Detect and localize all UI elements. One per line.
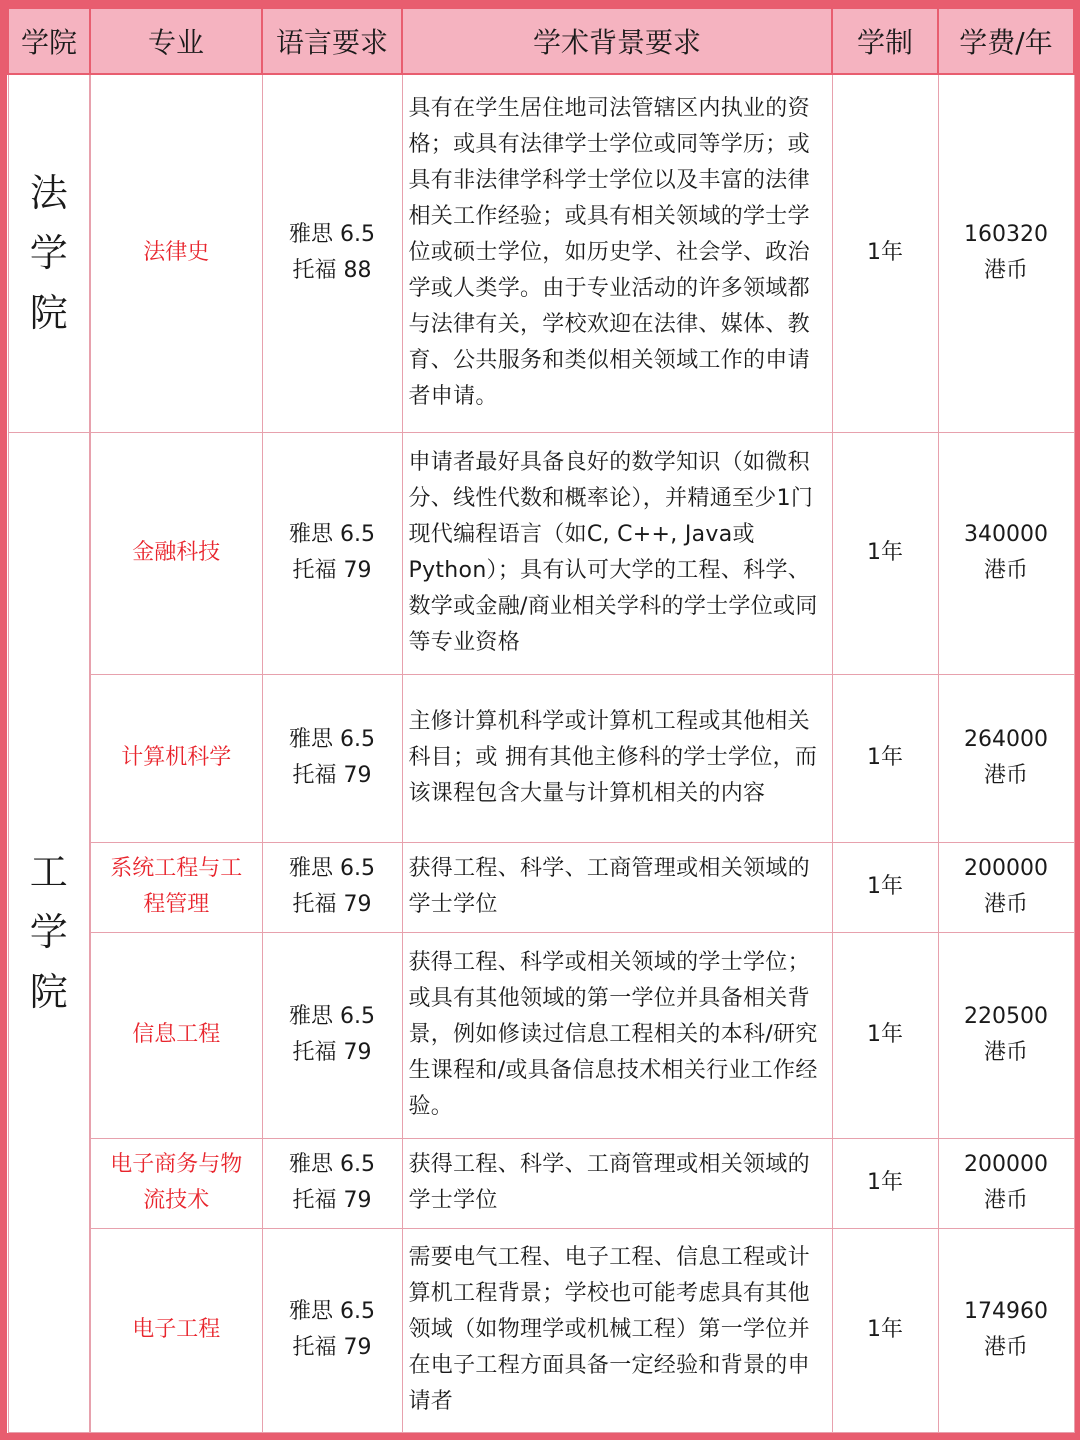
header-language: 语言要求	[262, 8, 402, 74]
language-cell	[262, 74, 402, 432]
ielts-requirement: 雅思 6.5	[289, 727, 375, 752]
header-major: 专业	[90, 8, 262, 74]
table-row	[8, 674, 1074, 842]
fee-amount: 200000	[964, 1152, 1048, 1177]
ielts-requirement: 雅思 6.5	[289, 856, 375, 881]
language-cell	[262, 1228, 402, 1433]
ielts-requirement: 雅思 6.5	[289, 1152, 375, 1177]
table-row	[8, 932, 1074, 1138]
background-cell: 主修计算机科学或计算机工程或其他相关科目；或 拥有其他主修科的学士学位，而该课程包含大量与计算机相关的内容	[402, 674, 832, 842]
school-name: 工学院	[29, 850, 68, 1015]
fee-cell	[938, 1228, 1074, 1433]
fee-cell	[938, 74, 1074, 432]
fee-cell	[938, 932, 1074, 1138]
major-cell: 金融科技	[90, 432, 262, 674]
header-background: 学术背景要求	[402, 8, 832, 74]
school-cell	[8, 74, 90, 432]
fee-currency: 港币	[983, 258, 1028, 284]
fee-cell	[938, 1138, 1074, 1228]
ielts-requirement: 雅思 6.5	[289, 522, 375, 547]
major-cell: 信息工程	[90, 932, 262, 1138]
fee-currency: 港币	[983, 558, 1028, 583]
language-cell	[262, 1138, 402, 1228]
toefl-requirement: 托福 88	[292, 258, 372, 284]
duration-cell: 1年	[832, 674, 938, 842]
language-cell	[262, 842, 402, 932]
table-row	[8, 432, 1074, 674]
language-cell	[262, 674, 402, 842]
fee-currency: 港币	[983, 1188, 1028, 1213]
fee-amount: 200000	[964, 856, 1048, 881]
duration-cell: 1年	[832, 74, 938, 432]
program-table	[7, 7, 1075, 1433]
toefl-requirement: 托福 79	[292, 763, 372, 788]
fee-amount: 160320	[964, 222, 1048, 248]
duration-cell: 1年	[832, 432, 938, 674]
fee-cell	[938, 674, 1074, 842]
table-row	[8, 1138, 1074, 1228]
table-row	[8, 74, 1074, 432]
toefl-requirement: 托福 79	[292, 558, 372, 583]
major-cell: 电子商务与物流技术	[90, 1138, 262, 1228]
language-cell	[262, 932, 402, 1138]
ielts-requirement: 雅思 6.5	[289, 1004, 375, 1029]
fee-cell	[938, 432, 1074, 674]
table-row	[8, 842, 1074, 932]
duration-cell: 1年	[832, 1138, 938, 1228]
duration-cell: 1年	[832, 932, 938, 1138]
fee-currency: 港币	[983, 1335, 1028, 1361]
header-duration: 学制	[832, 8, 938, 74]
toefl-requirement: 托福 79	[292, 1188, 372, 1213]
major-cell: 计算机科学	[90, 674, 262, 842]
duration-cell: 1年	[832, 842, 938, 932]
ielts-requirement: 雅思 6.5	[289, 1299, 375, 1325]
background-cell: 获得工程、科学或相关领域的学士学位；或具有其他领域的第一学位并具备相关背景，例如修读过信息工程相关的本科/研究生课程和/或具备信息技术相关行业工作经验。	[402, 932, 832, 1138]
header-row	[8, 8, 1074, 74]
fee-currency: 港币	[983, 763, 1028, 788]
fee-cell	[938, 842, 1074, 932]
major-cell: 电子工程	[90, 1228, 262, 1433]
fee-amount: 264000	[964, 727, 1048, 752]
major-cell: 系统工程与工程管理	[90, 842, 262, 932]
fee-currency: 港币	[983, 1040, 1028, 1065]
toefl-requirement: 托福 79	[292, 1040, 372, 1065]
table-row	[8, 1228, 1074, 1433]
fee-amount: 340000	[964, 522, 1048, 547]
ielts-requirement: 雅思 6.5	[289, 222, 375, 248]
fee-amount: 174960	[964, 1299, 1048, 1325]
language-cell	[262, 432, 402, 674]
background-cell: 具有在学生居住地司法管辖区内执业的资格；或具有法律学士学位或同等学历；或具有非法律学科学士学位以及丰富的法律相关工作经验；或具有相关领域的学士学位或硕士学位，如历史学、社会学、政治学或人类学。由于专业活动的许多领域都与法律有关，学校欢迎在法律、媒体、教育、公共服务和类似相关领域工作的申请者申请。	[402, 74, 832, 432]
fee-amount: 220500	[964, 1004, 1048, 1029]
duration-cell: 1年	[832, 1228, 938, 1433]
toefl-requirement: 托福 79	[292, 1335, 372, 1361]
background-cell: 申请者最好具备良好的数学知识（如微积分、线性代数和概率论），并精通至少1门现代编程语言（如C, C++, Java或Python）；具有认可大学的工程、科学、数学或金融/商业相关学科的学士学位或同等专业资格	[402, 432, 832, 674]
school-cell	[8, 432, 90, 1433]
toefl-requirement: 托福 79	[292, 892, 372, 917]
header-fee: 学费/年	[938, 8, 1074, 74]
background-cell: 获得工程、科学、工商管理或相关领域的学士学位	[402, 842, 832, 932]
school-name: 法学院	[29, 171, 68, 336]
background-cell: 获得工程、科学、工商管理或相关领域的学士学位	[402, 1138, 832, 1228]
fee-currency: 港币	[983, 892, 1028, 917]
major-cell: 法律史	[90, 74, 262, 432]
header-school: 学院	[8, 8, 90, 74]
background-cell: 需要电气工程、电子工程、信息工程或计算机工程背景；学校也可能考虑具有其他领域（如物理学或机械工程）第一学位并在电子工程方面具备一定经验和背景的申请者	[402, 1228, 832, 1433]
